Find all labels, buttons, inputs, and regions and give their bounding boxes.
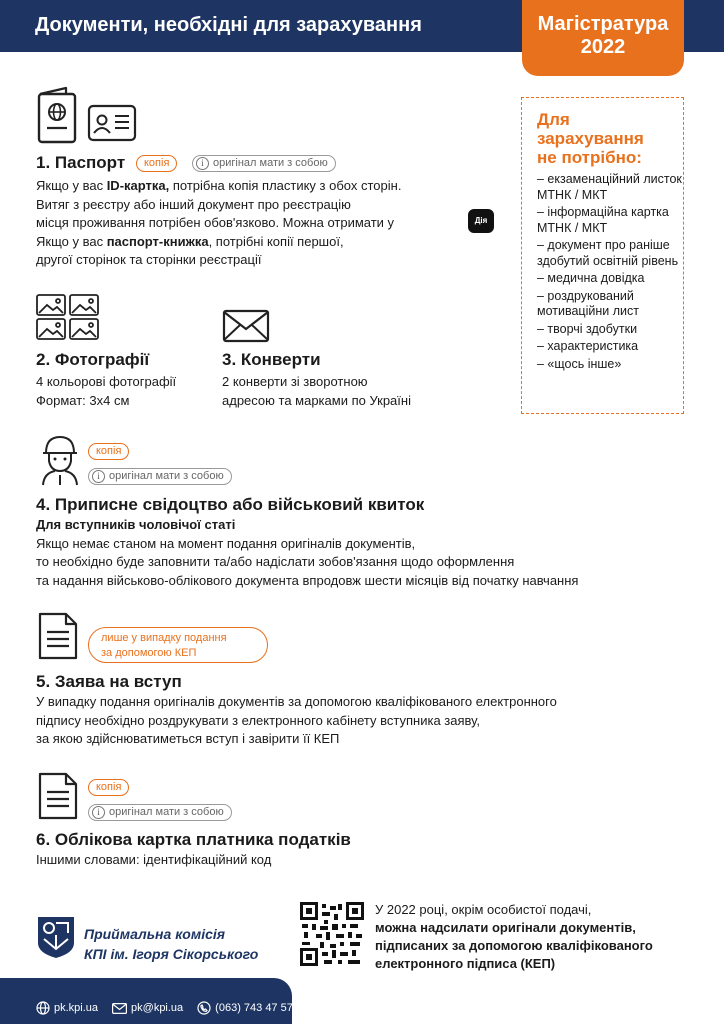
- id-card-icon: [87, 104, 137, 142]
- original-badge: [88, 804, 232, 821]
- text-bold: ID-картка,: [106, 178, 170, 193]
- list-item: – медична довідка: [537, 271, 645, 285]
- text-line: місця проживання потрібен обов'язково. Можна отримати у: [36, 215, 395, 230]
- phone-icon: [197, 1001, 211, 1015]
- info-icon: i: [92, 470, 105, 483]
- copy-badge: копія: [88, 443, 129, 460]
- text-line: Витяг з реєстру або інший документ про реєстрацію: [36, 196, 351, 212]
- original-badge: [192, 155, 336, 172]
- remote-submission-note: [375, 901, 653, 973]
- text-line: та надання військово-облікового документа впродовж шести місяців від початку навчання: [36, 572, 579, 588]
- text-line: Якщо немає станом на момент подання оригіналів документів,: [36, 535, 416, 551]
- document-icon: [38, 612, 78, 660]
- original-badge-label: оригінал мати з собою: [109, 470, 224, 482]
- copy-badge: копія: [136, 155, 177, 172]
- globe-icon: [36, 1001, 50, 1015]
- website-link[interactable]: [36, 1001, 98, 1015]
- degree-year: 2022: [580, 36, 626, 58]
- text-line: лише у випадку подання: [101, 632, 227, 644]
- military-title: 4. Приписне свідоцтво або військовий квиток: [36, 495, 425, 514]
- info-icon: i: [92, 806, 105, 819]
- text-line: Приймальна комісія: [84, 926, 226, 942]
- list-item: – екзаменаційний листок МТНК / МКТ: [537, 172, 682, 202]
- text-line: У випадку подання оригіналів документів за допомогою кваліфікованого електронного: [36, 694, 557, 709]
- text-line: другої сторінок та сторінки реєстрації: [36, 252, 262, 267]
- website-text: pk.kpi.ua: [54, 1002, 99, 1014]
- list-item: – характеристика: [537, 339, 639, 353]
- email-link[interactable]: [112, 1002, 183, 1014]
- application-text: [36, 693, 557, 749]
- military-subtitle: Для вступників чоловічої статі: [36, 517, 236, 532]
- envelope-icon: [222, 309, 270, 343]
- text-span: потрібна копія пластику з обох сторін.: [169, 178, 402, 193]
- tax-title: 6. Облікова картка платника податків: [36, 830, 351, 849]
- qr-code-icon[interactable]: [300, 902, 364, 966]
- list-item: – творчі здобутки: [537, 321, 638, 336]
- phone-link[interactable]: [197, 1001, 293, 1015]
- degree-badge: [522, 0, 684, 76]
- text-span: Якщо у вас: [36, 178, 107, 193]
- text-line: адресою та марками по Україні: [222, 392, 411, 408]
- text-line: 4 кольорові фотографії: [36, 374, 177, 389]
- text-line: Формат: 3х4 см: [36, 392, 130, 408]
- list-item: – роздрукований мотиваційни лист: [537, 288, 639, 318]
- text-line: підпису необхідно роздрукувати з електронного кабінету вступника заяву,: [36, 712, 480, 728]
- passport-icon: [36, 86, 78, 144]
- list-item: – «щось інше»: [537, 356, 622, 371]
- not-needed-heading: Для зарахування не потрібно:: [537, 110, 644, 167]
- photos-icon: [36, 294, 100, 340]
- diia-logo: Дія: [468, 209, 494, 233]
- phone-text: (063) 743 47 57: [215, 1002, 293, 1014]
- not-needed-list: [537, 172, 683, 372]
- email-text: pk@kpi.ua: [131, 1002, 184, 1014]
- page-title: Документи, необхідні для зарахування: [35, 14, 422, 36]
- degree-label: Магістратура: [537, 13, 669, 35]
- text-line: КПІ ім. Ігоря Сікорського: [84, 946, 259, 962]
- original-badge-label: оригінал мати з собою: [109, 806, 224, 818]
- original-badge-label: оригінал мати з собою: [213, 157, 328, 169]
- document-icon: [38, 772, 78, 820]
- soldier-icon: [38, 433, 82, 487]
- kep-only-badge: [88, 627, 268, 663]
- copy-badge: копія: [88, 779, 129, 796]
- info-icon: i: [196, 157, 209, 170]
- envelopes-title: 3. Конверти: [222, 350, 321, 369]
- photos-text: [36, 373, 176, 410]
- text-span: Якщо у вас: [36, 233, 107, 249]
- contact-bar: [0, 978, 292, 1024]
- list-item: – документ про раніше здобутий освітній рівень: [537, 238, 679, 268]
- passport-title: 1. Паспорт: [36, 153, 126, 172]
- original-badge: [88, 468, 232, 485]
- text-line: підписаних за допомогою кваліфікованого: [375, 938, 653, 953]
- text-line: 2 конверти зі зворотною: [222, 374, 368, 389]
- text-span: , потрібні копії першої,: [208, 233, 344, 249]
- photos-title: 2. Фотографії: [36, 350, 150, 369]
- tax-text: Іншими словами: ідентифікаційний код: [36, 852, 272, 867]
- text-bold: паспорт-книжка: [106, 233, 209, 249]
- text-line: У 2022 році, окрім особистої подачі,: [375, 902, 592, 917]
- list-item: – інформаційна картка МТНК / МКТ: [537, 205, 669, 235]
- not-needed-box: [521, 97, 684, 414]
- military-text: [36, 516, 578, 590]
- mail-icon: [112, 1003, 127, 1014]
- text-line: електронного підписа (КЕП): [375, 956, 556, 971]
- committee-name: [84, 924, 258, 964]
- application-title: 5. Заява на вступ: [36, 672, 182, 691]
- text-line: можна надсилати оригінали документів,: [375, 920, 636, 935]
- text-line: за допомогою КЕП: [101, 647, 197, 659]
- passport-text: [36, 177, 401, 270]
- kpi-logo-icon: [36, 915, 76, 959]
- text-line: то необхідно буде заповнити та/або надіслати зобов'язання щодо оформлення: [36, 554, 515, 569]
- envelopes-text: [222, 373, 411, 410]
- text-line: за якою здійснюватиметься вступ і завірити її КЕП: [36, 731, 340, 746]
